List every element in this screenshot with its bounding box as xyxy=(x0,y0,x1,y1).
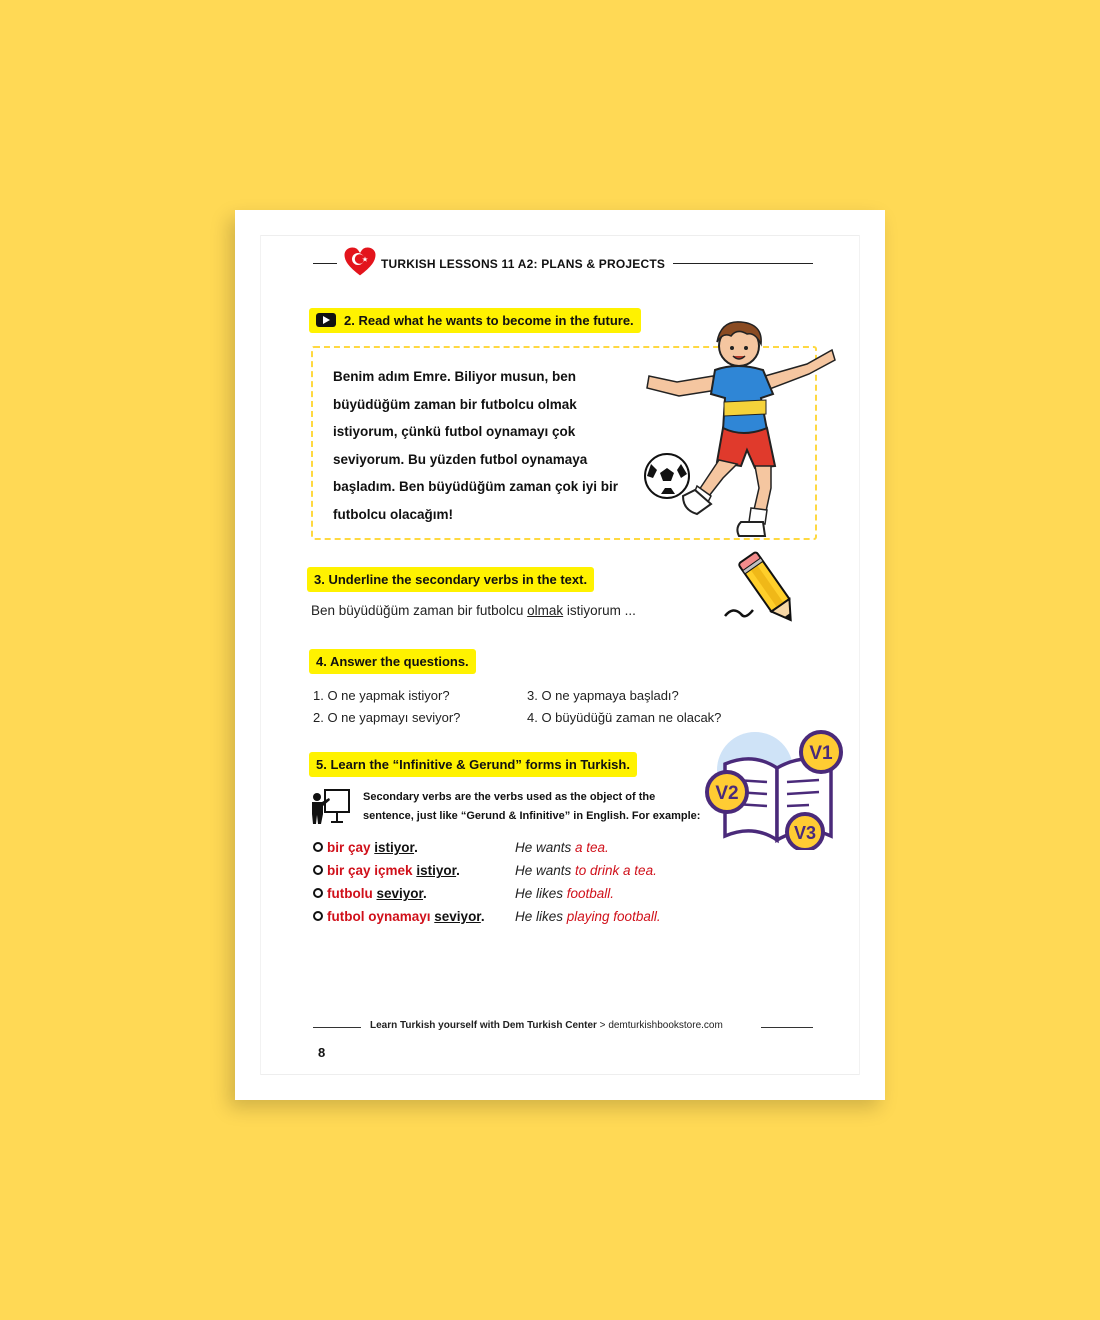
v2-label: V2 xyxy=(715,783,739,804)
turkish-object: futbol oynamayı xyxy=(327,909,431,924)
reading-line: istiyorum, çünkü futbol oynamayı çok xyxy=(333,424,576,439)
play-icon xyxy=(316,313,336,327)
footer-separator: > xyxy=(596,1020,609,1031)
sentence-end: . xyxy=(456,863,460,878)
page-footer xyxy=(313,1020,813,1034)
worksheet-page xyxy=(235,210,885,1100)
english-prefix: He wants xyxy=(515,840,576,855)
english-translation-3 xyxy=(515,886,614,901)
v3-badge xyxy=(787,814,823,850)
english-translation-1 xyxy=(515,840,609,855)
reading-line: Benim adım Emre. Biliyor musun, ben xyxy=(333,369,577,384)
english-object: playing football. xyxy=(566,909,661,924)
turkish-flag-heart-icon xyxy=(343,246,377,278)
english-object: a tea. xyxy=(575,840,609,855)
sentence-end: . xyxy=(414,840,418,855)
footer-text xyxy=(370,1020,723,1031)
header-rule-right xyxy=(673,263,813,264)
page-number: 8 xyxy=(318,1045,326,1060)
footer-url: demturkishbookstore.com xyxy=(608,1020,723,1031)
bullet-icon xyxy=(313,911,323,921)
question-4: 4. O büyüdüğü zaman ne olacak? xyxy=(527,710,722,725)
sentence-end: . xyxy=(480,909,485,924)
verb-forms-book-icon xyxy=(705,720,851,850)
turkish-verb: seviyor xyxy=(376,886,424,901)
definition-line-1: Secondary verbs are the verbs used as the object of the xyxy=(363,791,656,803)
header-rule-left xyxy=(313,263,337,264)
english-prefix: He likes xyxy=(515,886,567,901)
footer-bold-text: Learn Turkish yourself with Dem Turkish Center xyxy=(370,1020,597,1031)
v1-badge xyxy=(801,732,841,772)
question-1: 1. O ne yapmak istiyor? xyxy=(313,688,450,703)
section-4-heading: 4. Answer the questions. xyxy=(309,649,476,674)
turkish-verb: seviyor xyxy=(434,909,481,924)
example-row-1 xyxy=(313,840,418,855)
boy-kicking-football-illustration xyxy=(637,318,837,538)
english-translation-2 xyxy=(515,863,657,878)
reading-line: büyüdüğüm zaman bir futbolcu olmak xyxy=(333,396,577,412)
reading-line: başladım. Ben büyüdüğüm zaman çok iyi bir xyxy=(333,479,619,494)
question-3: 3. O ne yapmaya başladı? xyxy=(527,688,679,703)
lesson-title: TURKISH LESSONS 11 A2: PLANS & PROJECTS xyxy=(381,257,666,271)
turkish-object: bir çay xyxy=(327,840,371,855)
footer-rule-right xyxy=(761,1027,813,1028)
secondary-verbs-definition xyxy=(363,788,743,826)
english-prefix: He wants xyxy=(515,863,576,878)
section-2-heading-text: 2. Read what he wants to become in the future. xyxy=(344,313,634,328)
example-text-end: istiyorum ... xyxy=(563,603,636,618)
turkish-verb: istiyor xyxy=(416,863,457,878)
section-2-heading xyxy=(309,308,641,333)
reading-line: futbolcu olacağım! xyxy=(333,506,454,522)
section-5-heading: 5. Learn the “Infinitive & Gerund” forms in Turkish. xyxy=(309,752,637,777)
bullet-icon xyxy=(313,865,323,875)
english-prefix: He likes xyxy=(515,909,567,924)
page-border-left xyxy=(260,235,261,1075)
english-object: to drink a tea. xyxy=(575,863,657,878)
pencil-icon xyxy=(723,546,807,626)
english-translation-4 xyxy=(515,909,661,924)
footer-rule-left xyxy=(313,1027,361,1028)
reading-text xyxy=(333,363,653,528)
reading-line: seviyorum. Bu yüzden futbol oynamaya xyxy=(333,451,588,467)
page-border-right xyxy=(859,235,860,1075)
turkish-object: futbolu xyxy=(327,886,373,901)
v3-label: V3 xyxy=(793,823,817,843)
underlined-verb: olmak xyxy=(527,603,564,618)
sentence-end: . xyxy=(423,886,427,901)
bullet-icon xyxy=(313,888,323,898)
question-2: 2. O ne yapmayı seviyor? xyxy=(313,710,461,725)
turkish-object: bir çay içmek xyxy=(327,863,413,878)
section-3-heading: 3. Underline the secondary verbs in the text. xyxy=(307,567,594,592)
english-object: football. xyxy=(566,886,615,901)
underline-example xyxy=(311,603,636,618)
page-border-top xyxy=(260,235,860,236)
page-header xyxy=(313,252,813,276)
teacher-board-icon xyxy=(309,788,351,826)
example-row-3 xyxy=(313,886,427,901)
definition-line-2: sentence, just like “Gerund & Infinitive” in English. For example: xyxy=(363,810,701,822)
example-text: Ben büyüdüğüm zaman bir futbolcu xyxy=(311,603,528,618)
example-row-2 xyxy=(313,863,460,878)
page-border-bottom xyxy=(260,1074,860,1075)
bullet-icon xyxy=(313,842,323,852)
example-row-4 xyxy=(313,909,485,924)
turkish-verb: istiyor xyxy=(374,840,415,855)
v1-label: V1 xyxy=(809,743,833,764)
